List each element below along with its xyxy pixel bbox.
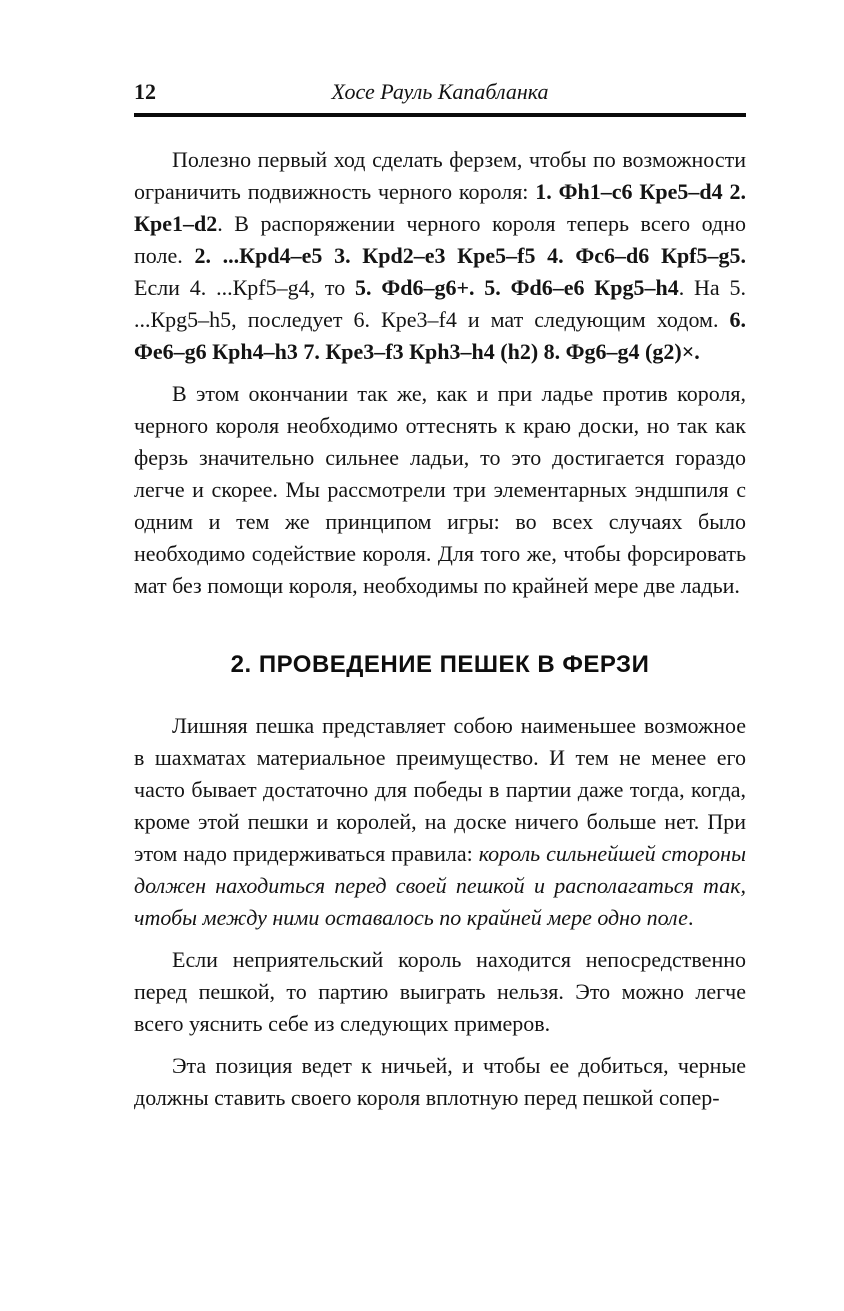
text-run: Полезно первый ход сделать ферзем, чтобы по возможности ограничить подвижность черного короля: xyxy=(134,147,746,204)
page-content xyxy=(134,0,746,1114)
section-heading: 2. ПРОВЕДЕНИЕ ПЕШЕК В ФЕРЗИ xyxy=(230,651,650,678)
paragraph-enemy-king-draw xyxy=(134,944,746,1040)
text-run: Если 4. ...Крf5–g4, то xyxy=(134,275,356,300)
text-run: Если неприятельский король находится непосредственно перед пешкой, то партию выиграть нельзя. Это можно легче всего уяснить себе из следующих примеров. xyxy=(134,947,746,1036)
rule-emphasis-run: король сильнейшей стороны должен находиться перед своей пешкой и располагаться так, чтобы между ними оставалось по крайней мере одно поле xyxy=(134,841,746,930)
text-run: . На 5. ...Крg5–h5, последует 6. Кре3–f4 и мат следующим ходом. xyxy=(134,275,746,332)
text-run: . xyxy=(687,905,694,930)
chess-notation-run: 2. ...Крd4–e5 3. Крd2–e3 Кре5–f5 4. Фc6–d6 Крf5–g5. xyxy=(194,243,747,268)
running-title: Хосе Рауль Капабланка xyxy=(331,79,549,104)
page-number: 12 xyxy=(134,79,156,104)
paragraph-extra-pawn-rule xyxy=(134,710,746,934)
text-run: Эта позиция ведет к ничьей, и чтобы ее добиться, черные должны ставить своего короля вплотную перед пешкой сопер- xyxy=(134,1053,746,1110)
paragraph-queen-mate-moves xyxy=(134,144,746,368)
text-run: В этом окончании так же, как и при ладье против короля, черного короля необходимо оттеснять к краю доски, но так как ферзь значительно сильнее ладьи, то это достигается гораздо легче и скорее. Мы рассмотрели три элементарных эндшпиля с одним и тем же принципом игры: во всех случаях было необходимо содействие короля. Для того же, чтобы форсировать мат без помощи короля, необходимы по крайней мере две ладьи. xyxy=(134,381,746,598)
header-rule xyxy=(134,113,746,117)
chess-notation-run: 1. Фh1–c6 Кре5–d4 2. Кре1–d2 xyxy=(134,179,746,236)
paragraph-draw-position xyxy=(134,1050,746,1114)
chess-notation-run: 5. Фd6–g6+. 5. Фd6–e6 Крg5–h4 xyxy=(355,275,679,300)
chess-notation-run: 6. Фе6–g6 Крh4–h3 7. Кре3–f3 Крh3–h4 (h2) 8. Фg6–g4 (g2)×. xyxy=(134,307,746,364)
text-run: Лишняя пешка представляет собою наименьшее возможное в шахматах материальное преимущество. И тем не менее его часто бывает достаточно для победы в партии даже тогда, когда, кроме этой пешки и королей, на доске ничего больше нет. При этом надо придерживаться правила: xyxy=(134,713,746,866)
page-header xyxy=(134,78,746,106)
paragraph-endgame-summary xyxy=(134,378,746,602)
text-run: . В распоряжении черного короля теперь всего одно поле. xyxy=(134,211,746,268)
